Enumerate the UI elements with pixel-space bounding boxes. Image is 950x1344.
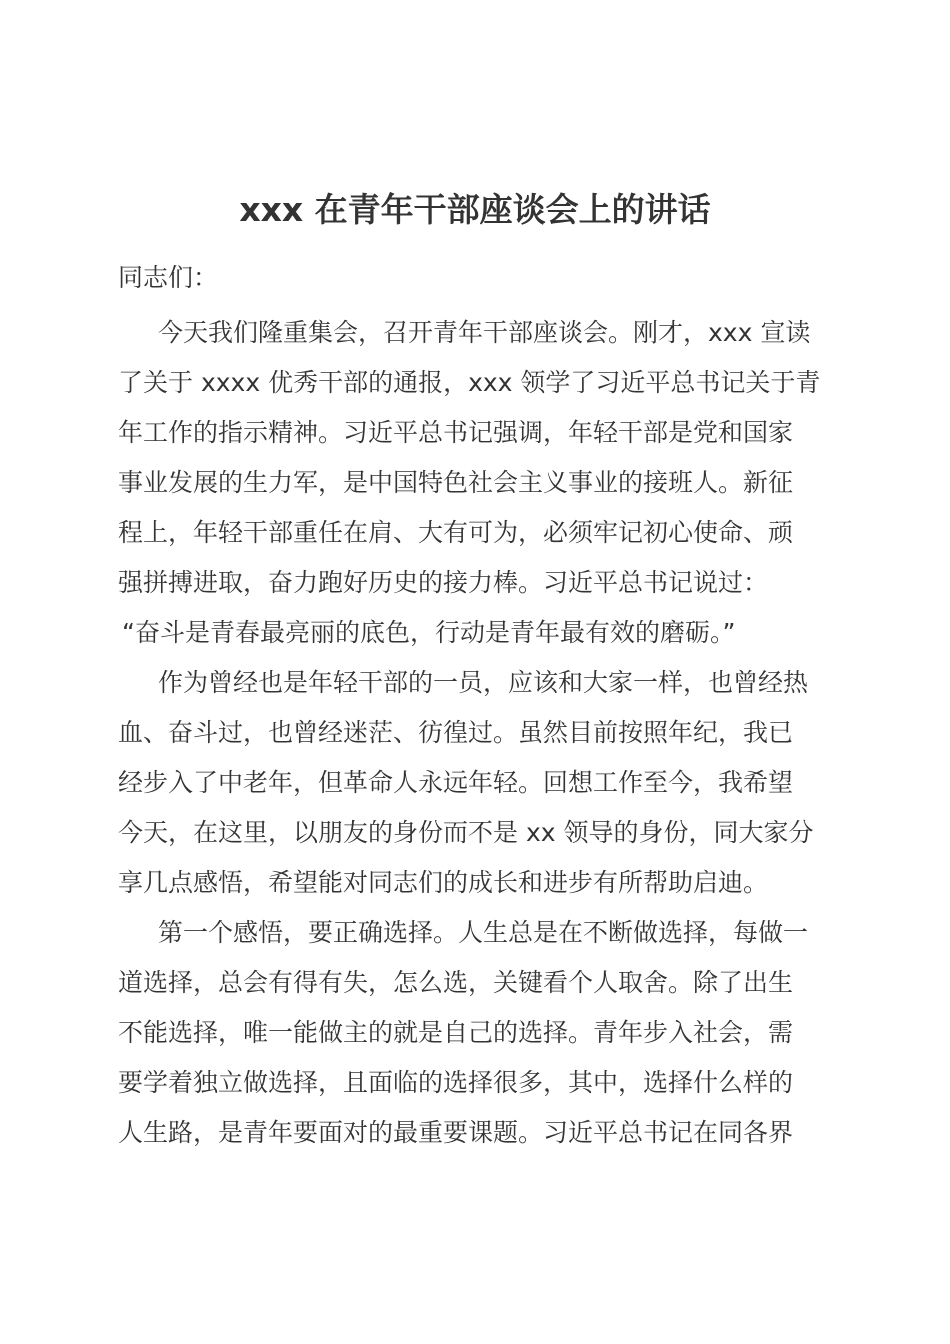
paragraph-line: 强拼搏进取，奋力跑好历史的接力棒。习近平总书记说过： bbox=[118, 568, 769, 597]
paragraph-line: 要学着独立做选择，且面临的选择很多，其中，选择什么样的 bbox=[118, 1068, 794, 1097]
paragraph-line: 道选择，总会有得有失，怎么选，关键看个人取舍。除了出生 bbox=[118, 968, 794, 997]
paragraph-line: 经步入了中老年，但革命人永远年轻。回想工作至今，我希望 bbox=[118, 768, 794, 797]
paragraph-line: 年工作的指示精神。习近平总书记强调，年轻干部是党和国家 bbox=[118, 418, 794, 447]
paragraph-line: 作为曾经也是年轻干部的一员，应该和大家一样，也曾经热 bbox=[158, 668, 809, 697]
salutation: 同志们： bbox=[118, 263, 219, 292]
paragraph-line: 不能选择，唯一能做主的就是自己的选择。青年步入社会，需 bbox=[118, 1018, 794, 1047]
paragraph-line: 程上，年轻干部重任在肩、大有可为，必须牢记初心使命、顽 bbox=[118, 518, 794, 547]
document-title: xxx 在青年干部座谈会上的讲话 bbox=[239, 190, 711, 229]
paragraph-line: 享几点感悟，希望能对同志们的成长和进步有所帮助启迪。 bbox=[118, 868, 769, 897]
paragraph-line: 血、奋斗过，也曾经迷茫、彷徨过。虽然目前按照年纪，我已 bbox=[118, 718, 794, 747]
paragraph-line: 第一个感悟，要正确选择。人生总是在不断做选择，每做一 bbox=[158, 918, 809, 947]
paragraph-line: 了关于 xxxx 优秀干部的通报，xxx 领学了习近平总书记关于青 bbox=[118, 368, 821, 397]
paragraph-line: 今天，在这里，以朋友的身份而不是 xx 领导的身份，同大家分 bbox=[118, 818, 814, 847]
quotation-line: “奋斗是青春最亮丽的底色，行动是青年最有效的磨砺。” bbox=[122, 618, 736, 647]
paragraph-line: 今天我们隆重集会，召开青年干部座谈会。刚才，xxx 宣读 bbox=[158, 318, 811, 347]
document-body bbox=[118, 308, 838, 1158]
paragraph-line: 事业发展的生力军，是中国特色社会主义事业的接班人。新征 bbox=[118, 468, 794, 497]
paragraph-line: 人生路，是青年要面对的最重要课题。习近平总书记在同各界 bbox=[118, 1118, 794, 1147]
